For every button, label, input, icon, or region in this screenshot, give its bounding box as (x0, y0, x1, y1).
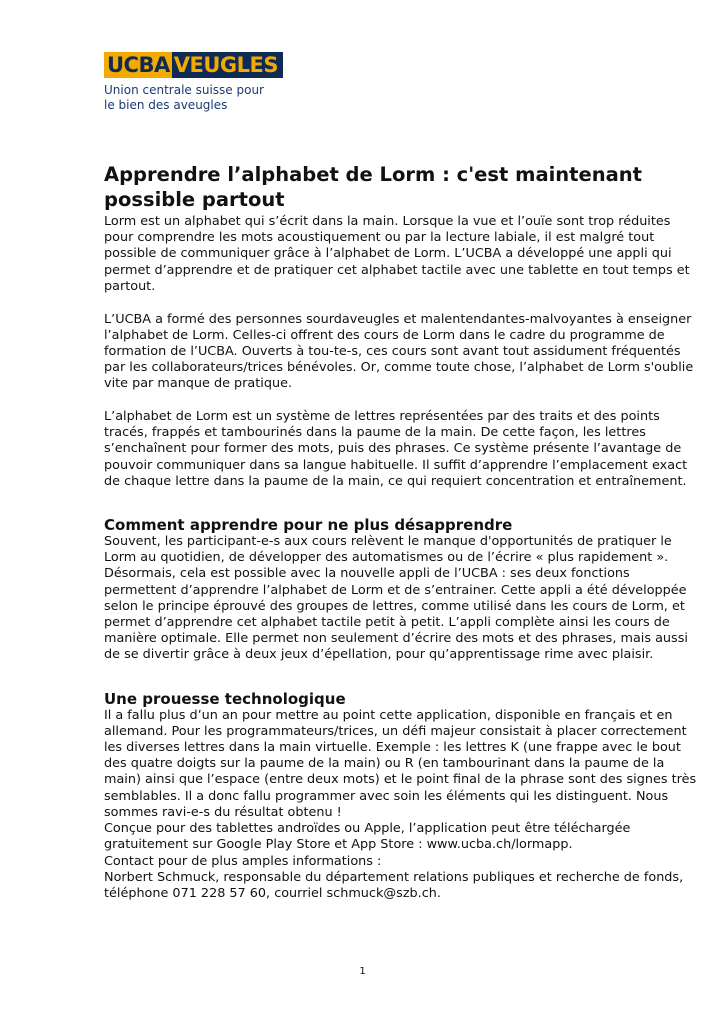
text-line: Désormais, cela est possible avec la nouvelle appli de l’UCBA : ses deux fonctions (104, 566, 630, 582)
text-line: Norbert Schmuck, responsable du département relations publiques et recherche de fonds, (104, 869, 684, 885)
text-line: manière optimale. Elle permet non seulement d’écrire des mots et des phrases, mais aussi (104, 631, 688, 647)
text-line: Lorm est un alphabet qui s’écrit dans la main. Lorsque la vue et l’ouïe sont trop réduites (104, 214, 671, 229)
paragraph-intro (104, 214, 690, 295)
contact-email-line[interactable]: téléphone 071 228 57 60, courriel schmuck@szb.ch. (104, 885, 441, 901)
text-line: de chaque lettre dans la paume de la main, ce qui requiert concentration et entraînement. (104, 473, 687, 489)
organization-tagline (104, 83, 264, 113)
text-line: semblables. Il a donc fallu programmer avec soin les éléments qui les distinguent. Nous (104, 788, 669, 804)
text-line: Il a fallu plus d’un an pour mettre au point cette application, disponible en français et en (104, 707, 673, 723)
text-line: des quatre doigts sur la paume de la main) ou R (en tambourinant dans la paume de la (104, 756, 665, 772)
text-line: de se divertir grâce à deux jeux d’épellation, pour qu’apprentissage rime avec plaisir. (104, 647, 654, 663)
text-line: pour comprendre les mots acoustiquement ou par la lecture labiale, il est malgré tout (104, 230, 655, 246)
section-heading-technology: Une prouesse technologique (104, 689, 346, 708)
ucba-logo (104, 52, 283, 78)
section-learn-body (104, 534, 688, 664)
title-line: Apprendre l’alphabet de Lorm : c'est maintenant (104, 163, 642, 186)
document-body (104, 162, 697, 902)
text-line: Lorm au quotidien, de développer des automatismes ou de l’écrire « plus rapidement ». (104, 550, 669, 566)
text-line: Conçue pour des tablettes androïdes ou Apple, l’application peut être téléchargée (104, 821, 631, 837)
text-line: les diverses lettres dans la main virtuelle. Exemple : les lettres K (une frappe avec le bout (104, 740, 681, 756)
text-line: partout. (104, 278, 156, 294)
text-line: allemand. Pour les programmateurs/trices, un défi majeur consistait à placer correctement (104, 723, 687, 739)
text-line: pouvoir communiquer dans sa langue habituelle. Il suffit d’apprendre l’emplacement exact (104, 457, 688, 473)
text-line: L’UCBA a formé des personnes sourdaveugles et malentendantes-malvoyantes à enseigner (104, 311, 692, 327)
paragraph-courses (104, 311, 694, 393)
text-line: permet d’apprendre cet alphabet tactile petit à petit. L’appli complète ainsi les cours de (104, 615, 670, 631)
text-line: selon le principe éprouvé des groupes de lettres, comme utilisé dans les cours de Lorm, et (104, 598, 685, 614)
text-line: possible de communiquer grâce à l’alphabet de Lorm. L’UCBA a développé une appli qui (104, 246, 672, 262)
tagline-line: Union centrale suisse pour (104, 83, 264, 97)
page-number: 1 (359, 966, 366, 977)
text-line: tracés, frappés et tambourinés dans la paume de la main. De cette façon, les lettres (104, 425, 646, 441)
text-line: l’alphabet de Lorm. Celles-ci offrent des cours de Lorm dans le cadre du programme de (104, 327, 665, 343)
logo-part-veugles: VEUGLES (172, 52, 283, 78)
section-heading-learn: Comment apprendre pour ne plus désapprendre (104, 516, 513, 535)
text-line: permet d’apprendre et de pratiquer cet alphabet tactile avec une tablette en tout temps et (104, 262, 690, 278)
text-line: Contact pour de plus amples informations : (104, 853, 382, 869)
text-line: formation de l’UCBA. Ouverts à tou-te-s, ces cours sont avant tout assidument fréquentés (104, 343, 681, 359)
text-line: permettent d’apprendre l’alphabet de Lorm et de s’entrainer. Cette appli a été développée (104, 582, 687, 598)
text-line: par les collaborateurs/trices bénévoles. Or, comme toute chose, l’alphabet de Lorm s'oublie (104, 360, 694, 376)
text-line: Souvent, les participant-e-s aux cours relèvent le manque d'opportunités de pratiquer le (104, 534, 672, 550)
download-link-line[interactable]: gratuitement sur Google Play Store et App Store : www.ucba.ch/lormapp. (104, 837, 573, 853)
text-line: vite par manque de pratique. (104, 376, 293, 392)
text-line: main) ainsi que l’espace (entre deux mots) et le point final de la phrase sont des signes très (104, 772, 697, 788)
section-technology-body (104, 707, 697, 902)
title-line: possible partout (104, 188, 285, 211)
logo-part-ucba: UCBA (104, 52, 172, 78)
paragraph-system (104, 409, 688, 490)
tagline-line: le bien des aveugles (104, 98, 228, 112)
text-line: sommes ravi-e-s du résultat obtenu ! (104, 804, 342, 820)
text-line: L’alphabet de Lorm est un système de lettres représentées par des traits et des points (104, 409, 660, 425)
document-title (104, 162, 684, 212)
text-line: s’enchaînent pour former des mots, puis des phrases. Ce système présente l’avantage de (104, 441, 682, 457)
